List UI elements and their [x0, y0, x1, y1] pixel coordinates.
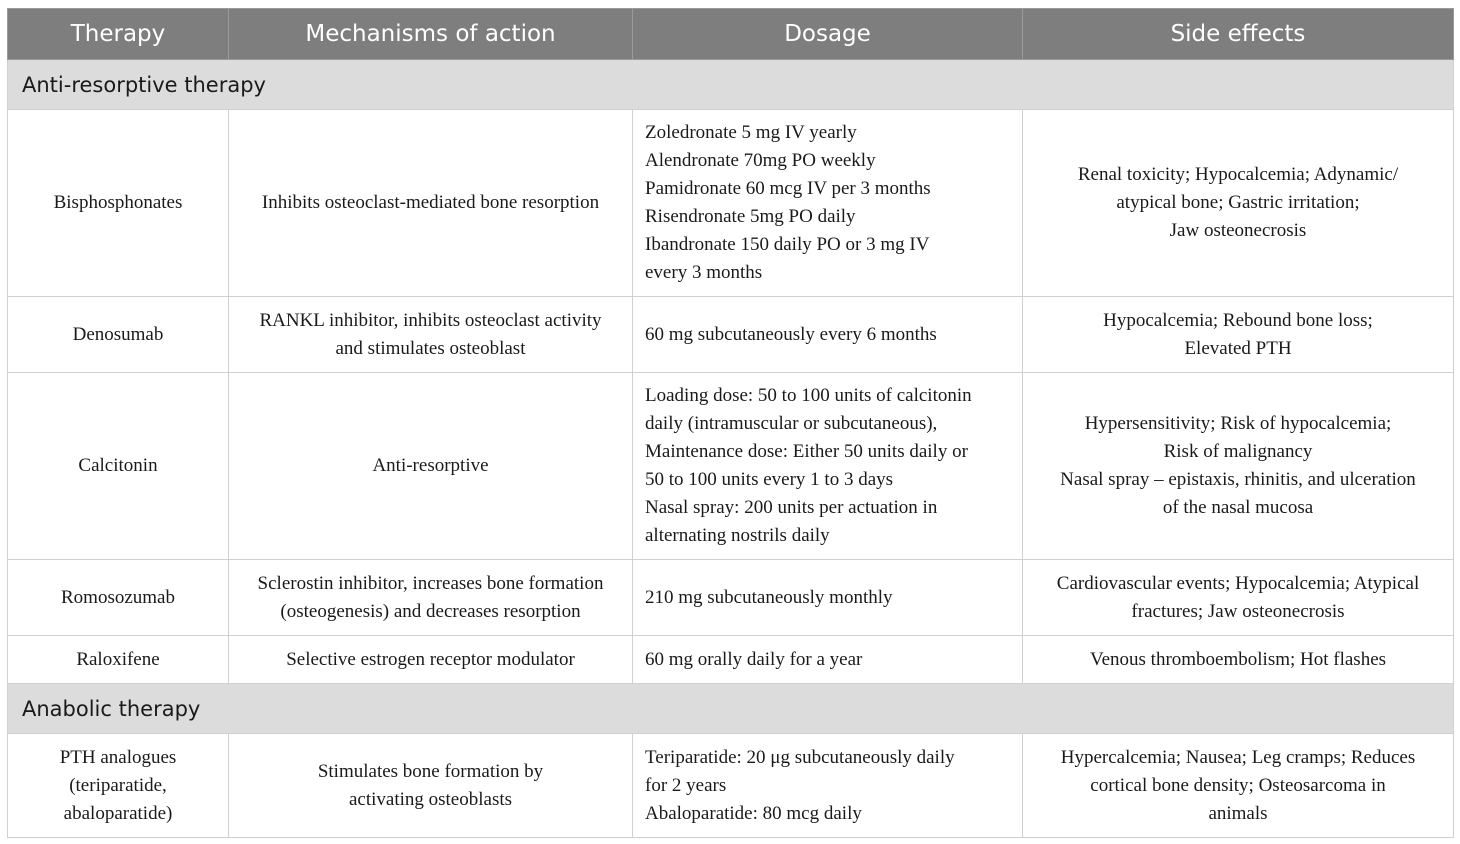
cell-line: 60 mg subcutaneously every 6 months — [645, 323, 937, 345]
therapy-cell — [8, 734, 229, 838]
cell-line: every 3 months — [645, 262, 763, 283]
mechanism-cell — [229, 734, 633, 838]
cell-line: 210 mg subcutaneously monthly — [645, 586, 893, 608]
cell-line: Ibandronate 150 daily PO or 3 mg IV — [645, 234, 930, 255]
cell-line: Jaw osteonecrosis — [1169, 220, 1307, 241]
cell-line: Inhibits osteoclast-mediated bone resorption — [261, 192, 600, 213]
cell-line: 60 mg orally daily for a year — [645, 648, 863, 670]
cell-line: cortical bone density; Osteosarcoma in — [1090, 774, 1386, 796]
cell-line: 50 to 100 units every 1 to 3 days — [645, 469, 894, 490]
dosage-cell — [633, 297, 1023, 373]
cell-line: Elevated PTH — [1184, 337, 1292, 359]
mechanism-cell — [229, 636, 633, 684]
therapy-cell — [8, 110, 229, 297]
dosage-cell — [633, 110, 1023, 297]
cell-line: Nasal spray – epistaxis, rhinitis, and ulceration — [1060, 469, 1416, 490]
cell-line: Denosumab — [72, 323, 164, 345]
side-effects-cell — [1023, 560, 1454, 636]
header-mechanisms: Mechanisms of action — [229, 9, 633, 60]
table-row — [8, 636, 1454, 684]
therapy-cell — [8, 560, 229, 636]
cell-line: Sclerostin inhibitor, increases bone formation — [257, 572, 604, 594]
therapy-cell — [8, 297, 229, 373]
cell-line: Pamidronate 60 mcg IV per 3 months — [645, 178, 931, 199]
table-row — [8, 373, 1454, 560]
side-effects-cell — [1023, 110, 1454, 297]
table-row — [8, 560, 1454, 636]
cell-line: RANKL inhibitor, inhibits osteoclast activity — [259, 309, 602, 331]
section-title: Anabolic therapy — [8, 684, 1454, 734]
side-effects-cell — [1023, 636, 1454, 684]
cell-line: Maintenance dose: Either 50 units daily or — [645, 441, 968, 462]
cell-line: Selective estrogen receptor modulator — [286, 648, 575, 670]
therapy-table — [7, 8, 1454, 838]
header-therapy: Therapy — [8, 9, 229, 60]
header-dosage: Dosage — [633, 9, 1023, 60]
mechanism-cell — [229, 297, 633, 373]
dosage-cell — [633, 373, 1023, 560]
cell-line: Hypercalcemia; Nausea; Leg cramps; Reduces — [1060, 746, 1416, 768]
cell-line: Abaloparatide: 80 mcg daily — [645, 802, 862, 824]
cell-line: Renal toxicity; Hypocalcemia; Adynamic/ — [1077, 164, 1399, 185]
cell-line: Stimulates bone formation by — [317, 760, 544, 782]
section-title: Anti-resorptive therapy — [8, 60, 1454, 110]
header-side-effects: Side effects — [1023, 9, 1454, 60]
section-row-anabolic — [8, 684, 1454, 734]
cell-line: alternating nostrils daily — [645, 525, 830, 546]
cell-line: Hypocalcemia; Rebound bone loss; — [1103, 309, 1373, 331]
therapy-cell — [8, 636, 229, 684]
cell-line: Teriparatide: 20 μg subcutaneously daily — [645, 746, 955, 768]
cell-line: for 2 years — [645, 774, 727, 796]
cell-line: of the nasal mucosa — [1162, 497, 1314, 518]
section-row-anti-resorptive — [8, 60, 1454, 110]
cell-line: activating osteoblasts — [348, 788, 513, 810]
cell-line: Bisphosphonates — [53, 192, 183, 213]
cell-line: animals — [1208, 802, 1268, 824]
cell-line: abaloparatide) — [63, 802, 173, 824]
dosage-cell — [633, 636, 1023, 684]
cell-line: Hypersensitivity; Risk of hypocalcemia; — [1084, 413, 1392, 434]
cell-line: Venous thromboembolism; Hot flashes — [1089, 648, 1387, 670]
dosage-cell — [633, 734, 1023, 838]
cell-line: atypical bone; Gastric irritation; — [1116, 192, 1360, 213]
cell-line: Risendronate 5mg PO daily — [645, 206, 856, 227]
side-effects-cell — [1023, 373, 1454, 560]
cell-line: Loading dose: 50 to 100 units of calcitonin — [645, 385, 972, 406]
cell-line: (osteogenesis) and decreases resorption — [280, 600, 581, 622]
cell-line: Risk of malignancy — [1163, 441, 1313, 462]
table-row — [8, 734, 1454, 838]
header-row — [8, 9, 1454, 60]
cell-line: Nasal spray: 200 units per actuation in — [645, 497, 938, 518]
cell-line: and stimulates osteoblast — [335, 337, 526, 359]
mechanism-cell — [229, 560, 633, 636]
side-effects-cell — [1023, 297, 1454, 373]
side-effects-cell — [1023, 734, 1454, 838]
cell-line: Calcitonin — [78, 455, 158, 476]
cell-line: Zoledronate 5 mg IV yearly — [645, 122, 857, 143]
mechanism-cell — [229, 110, 633, 297]
cell-line: PTH analogues — [59, 746, 177, 768]
cell-line: (teriparatide, — [69, 774, 167, 796]
table-row — [8, 297, 1454, 373]
table-row — [8, 110, 1454, 297]
cell-line: Anti-resorptive — [372, 455, 489, 476]
cell-line: Romosozumab — [61, 586, 175, 608]
therapy-cell — [8, 373, 229, 560]
dosage-cell — [633, 560, 1023, 636]
cell-line: daily (intramuscular or subcutaneous), — [645, 413, 938, 434]
cell-line: fractures; Jaw osteonecrosis — [1131, 600, 1345, 622]
cell-line: Raloxifene — [76, 648, 160, 670]
cell-line: Cardiovascular events; Hypocalcemia; Atypical — [1056, 572, 1420, 594]
cell-line: Alendronate 70mg PO weekly — [645, 150, 876, 171]
mechanism-cell — [229, 373, 633, 560]
